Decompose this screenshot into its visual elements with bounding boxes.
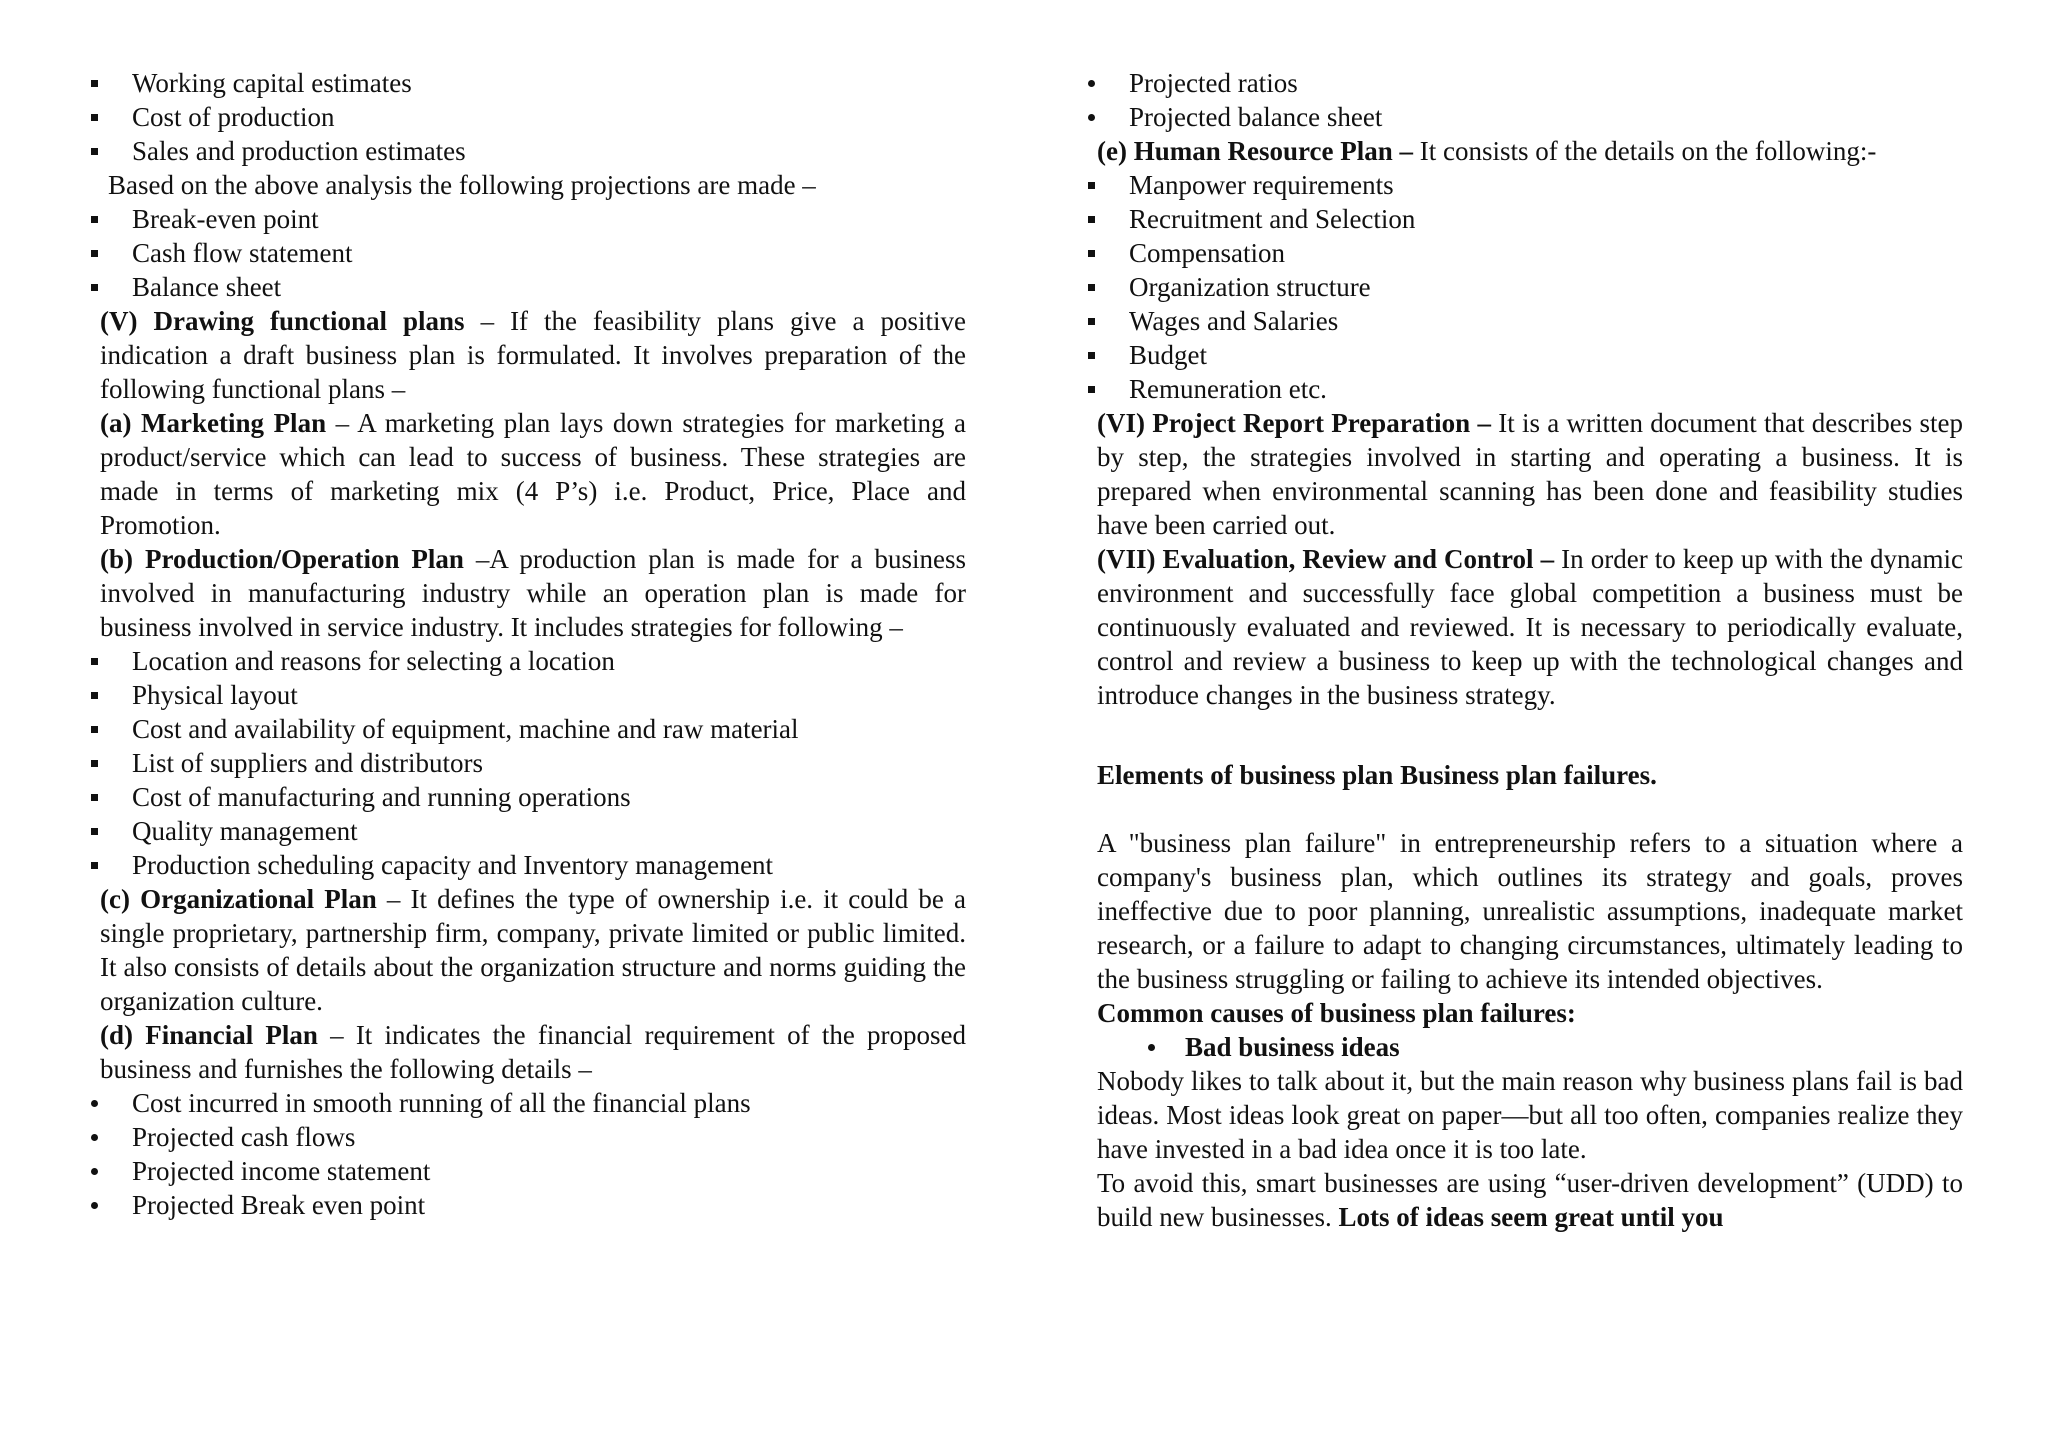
list-item: Manpower requirements [1097, 168, 1963, 202]
list-item: Production scheduling capacity and Inventory management [100, 848, 966, 882]
section-vi-paragraph: (VI) Project Report Preparation – It is a written document that describes step by step, the strategies involved in starting and operating a business. It is prepared when environmental scanning has been done and feasibility studies have been carried out. [1097, 408, 1963, 540]
organizational-plan-paragraph: (c) Organizational Plan – It defines the type of ownership i.e. it could be a single proprietary, partnership firm, company, private limited or public limited. It also consists of details about the organization structure and norms guiding the organization culture. [100, 884, 966, 1016]
square-bullet-icon [1085, 270, 1097, 304]
square-bullet-icon [1085, 304, 1097, 338]
square-bullet-icon [1085, 372, 1097, 406]
list-item: Quality management [100, 814, 966, 848]
square-bullet-icon [88, 134, 100, 168]
square-bullet-icon [88, 644, 100, 678]
square-bullet-icon [88, 780, 100, 814]
list-item: Physical layout [100, 678, 966, 712]
list-item: Budget [1097, 338, 1963, 372]
list-item: Projected income statement [100, 1154, 966, 1188]
bullet-list-financial [100, 1086, 966, 1222]
bullet-list-estimates [100, 66, 966, 168]
list-item: Cost and availability of equipment, machine and raw material [100, 712, 966, 746]
round-bullet-icon [1085, 100, 1097, 134]
list-item: Bad business ideas [1097, 1030, 1963, 1064]
square-bullet-icon [88, 678, 100, 712]
square-bullet-icon [88, 814, 100, 848]
list-item: Cost of production [100, 100, 966, 134]
section-vii-paragraph: (VII) Evaluation, Review and Control – In order to keep up with the dynamic environment and successfully face global competition a business must be continuously evaluated and reviewed. It is necessary to periodically evaluate, control and review a business to keep up with the technological changes and introduce changes in the business strategy. [1097, 544, 1963, 710]
list-item: Cost of manufacturing and running operations [100, 780, 966, 814]
list-item: Balance sheet [100, 270, 966, 304]
bullet-list-financial-cont [1097, 66, 1963, 134]
intro-line: Based on the above analysis the following projections are made – [108, 170, 816, 200]
financial-plan-paragraph: (d) Financial Plan – It indicates the financial requirement of the proposed business and furnishes the following details – [100, 1020, 966, 1084]
round-bullet-icon [88, 1120, 100, 1154]
udd-paragraph: To avoid this, smart businesses are using “user-driven development” (UDD) to build new businesses. Lots of ideas seem great until you [1097, 1168, 1963, 1232]
causes-heading: Common causes of business plan failures: [1097, 998, 1576, 1028]
square-bullet-icon [88, 202, 100, 236]
square-bullet-icon [1085, 202, 1097, 236]
production-plan-paragraph: (b) Production/Operation Plan –A production plan is made for a business involved in manufacturing industry while an operation plan is made for business involved in service industry. It includes strategies for following – [100, 544, 966, 642]
list-item: Projected ratios [1097, 66, 1963, 100]
list-item: Compensation [1097, 236, 1963, 270]
list-item: Recruitment and Selection [1097, 202, 1963, 236]
square-bullet-icon [88, 746, 100, 780]
square-bullet-icon [88, 712, 100, 746]
bad-ideas-paragraph: Nobody likes to talk about it, but the main reason why business plans fail is bad ideas. Most ideas look great on paper—but all too often, companies realize they have invested in a bad idea once it is too late. [1097, 1066, 1963, 1164]
right-column [1097, 66, 1963, 1234]
financial-plan-heading: (d) Financial Plan [100, 1020, 318, 1050]
bullet-list-hr [1097, 168, 1963, 406]
section-v-paragraph: (V) Drawing functional plans – If the feasibility plans give a positive indication a draft business plan is formulated. It involves preparation of the following functional plans – [100, 306, 966, 404]
bullet-list-production [100, 644, 966, 882]
round-bullet-icon [88, 1188, 100, 1222]
square-bullet-icon [1085, 236, 1097, 270]
list-item: List of suppliers and distributors [100, 746, 966, 780]
hr-plan-heading: (e) Human Resource Plan – [1097, 136, 1413, 166]
list-item: Cost incurred in smooth running of all the financial plans [100, 1086, 966, 1120]
list-item: Wages and Salaries [1097, 304, 1963, 338]
square-bullet-icon [1085, 338, 1097, 372]
list-item: Projected balance sheet [1097, 100, 1963, 134]
list-item: Cash flow statement [100, 236, 966, 270]
list-item: Projected cash flows [100, 1120, 966, 1154]
square-bullet-icon [88, 236, 100, 270]
list-item: Sales and production estimates [100, 134, 966, 168]
section-vi-heading: (VI) Project Report Preparation – [1097, 408, 1491, 438]
failure-definition-paragraph: A "business plan failure" in entrepreneurship refers to a situation where a company's business plan, which outlines its strategy and goals, proves ineffective due to poor planning, unrealistic assumptions, inadequate market research, or a failure to adapt to changing circumstances, ultimately leading to the business struggling or failing to achieve its intended objectives. [1097, 828, 1963, 994]
production-plan-heading: (b) Production/Operation Plan [100, 544, 464, 574]
square-bullet-icon [88, 270, 100, 304]
elements-heading: Elements of business plan Business plan failures. [1097, 760, 1657, 790]
marketing-plan-heading: (a) Marketing Plan [100, 408, 327, 438]
round-bullet-icon [1085, 66, 1097, 100]
section-vii-heading: (VII) Evaluation, Review and Control – [1097, 544, 1555, 574]
list-item: Location and reasons for selecting a location [100, 644, 966, 678]
hr-plan-paragraph: (e) Human Resource Plan – It consists of the details on the following:- [1097, 136, 1877, 166]
round-bullet-icon [88, 1086, 100, 1120]
organizational-plan-heading: (c) Organizational Plan [100, 884, 377, 914]
list-item: Remuneration etc. [1097, 372, 1963, 406]
square-bullet-icon [88, 848, 100, 882]
list-item: Break-even point [100, 202, 966, 236]
marketing-plan-paragraph: (a) Marketing Plan – A marketing plan lays down strategies for marketing a product/service which can lead to success of business. These strategies are made in terms of marketing mix (4 P’s) i.e. Product, Price, Place and Promotion. [100, 408, 966, 540]
round-bullet-icon [88, 1154, 100, 1188]
list-item: Working capital estimates [100, 66, 966, 100]
square-bullet-icon [88, 66, 100, 100]
list-item: Projected Break even point [100, 1188, 966, 1222]
bullet-list-projections [100, 202, 966, 304]
square-bullet-icon [88, 100, 100, 134]
square-bullet-icon [1085, 168, 1097, 202]
round-bullet-icon [1145, 1030, 1157, 1064]
list-item: Organization structure [1097, 270, 1963, 304]
left-column [100, 66, 966, 1222]
section-v-heading: (V) Drawing functional plans [100, 306, 465, 336]
